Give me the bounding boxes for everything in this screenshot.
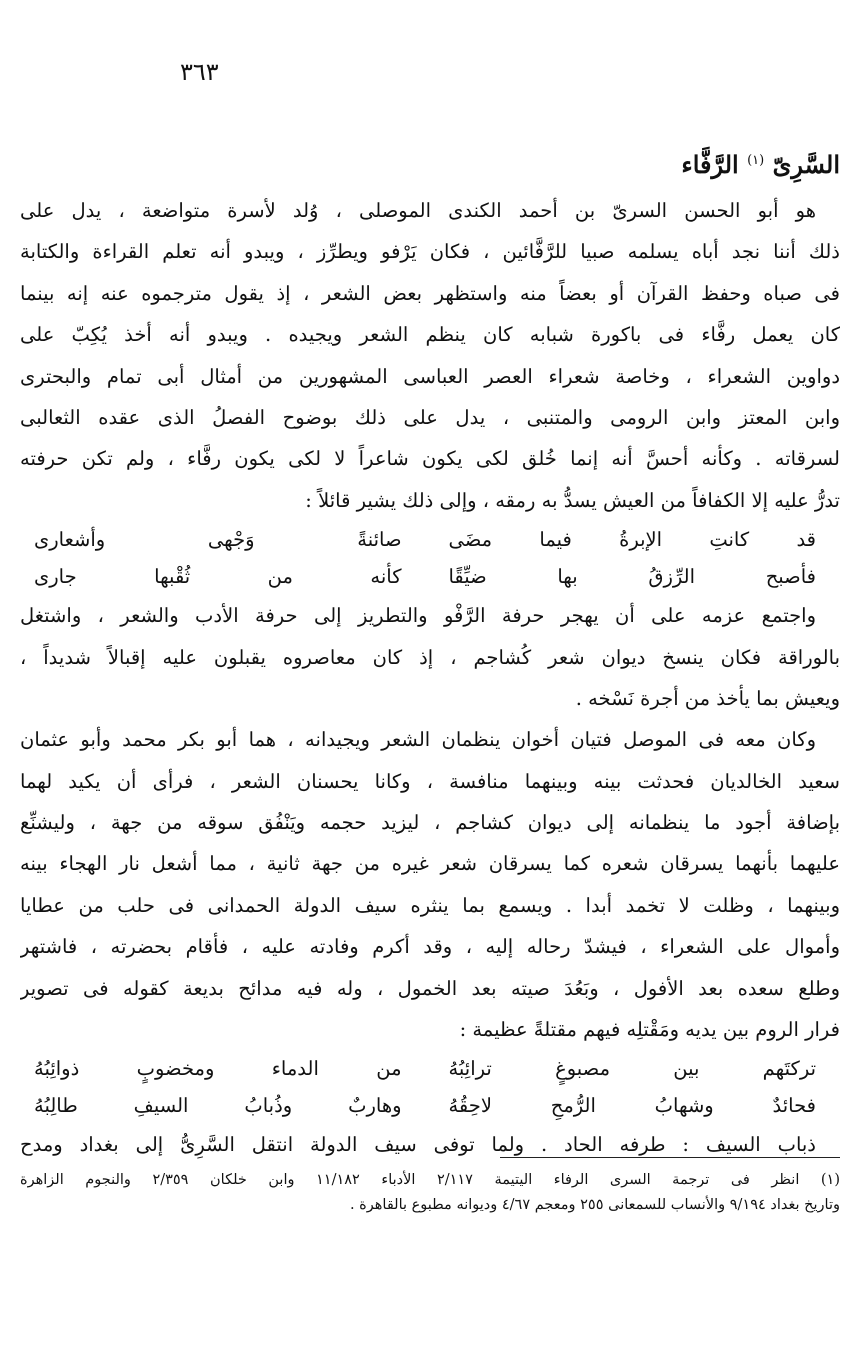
poem-verse xyxy=(20,1087,840,1124)
heading-name-first: السَّرِىّ xyxy=(772,150,840,179)
footnote-line: وتاريخ بغداد ٩/١٩٤ والأنساب للسمعانى ٢٥٥ ومعجم ٤/٦٧ وديوانه مطبوع بالقاهرة . xyxy=(349,1197,840,1213)
paragraph-line: واجتمع عزمه على أن يهجر حرفة الرَّفْو والتطريز إلى حرفة الأدب والشعر ، واشتغل xyxy=(20,604,816,628)
paragraph-line: هو أبو الحسن السرىّ بن أحمد الكندى الموصلى ، وُلد لأسرة متواضعة ، يدل على xyxy=(20,199,816,222)
paragraph-line: بإضافة أجود ما ينظمانه إلى ديوان كشاجم ، ليزيد حجمه ويَنْفُق سوقه من جهة ، وليشنِّع xyxy=(20,811,840,835)
page-number: ٣٦٣ xyxy=(180,58,219,86)
paragraph-line: دواوين الشعراء ، وخاصة شعراء العصر العباسى المشهورين من أمثال أبى تمام والبحترى xyxy=(20,364,840,388)
heading-name-second: الرَّفَّاء xyxy=(681,150,739,179)
paragraph-line: ذلك أننا نجد أباه يسلمه صبيا للرَّفَّائين ، فكان يَرْفو ويطرِّز ، ويبدو أنه تعلم القراءة والكتابة xyxy=(20,240,840,264)
poem-verse xyxy=(20,1050,840,1087)
verse-first-hemistich: قد كانتِ الإبرةُ فيما مضَى xyxy=(448,528,816,552)
footnotes xyxy=(20,1168,840,1218)
paragraph-line: وابن المعتز وابن الرومى والمتنبى ، يدل على ذلك بوضوح الفصلُ الذى عقده الثعالبى xyxy=(20,405,840,429)
verse-second-hemistich: كأنه من ثُقْبها جارى xyxy=(34,565,402,589)
paragraph-line: وطلع سعده بعد الأفول ، وبَعُدَ صيته بعد الخمول ، وله فيه مدائح بديعة كقوله فى تصوير xyxy=(20,976,840,1000)
poem-verse xyxy=(20,558,840,595)
footnote-divider xyxy=(500,1157,840,1158)
paragraph-line: سعيد الخالديان فحدثت بينه وبينهما منافسة ، وكانا يحسنان الشعر ، فرأى أن يكيد لهما xyxy=(20,769,840,793)
body-text xyxy=(20,190,840,1166)
verse-first-hemistich: فأصبح الرِّزقُ بها ضيِّقًا xyxy=(448,565,816,589)
paragraph-line: تدرُّ عليه إلا الكفافاً من العيش يسدُّ به رمقه ، وإلى ذلك يشير قائلاً : xyxy=(305,488,840,512)
paragraph-line: فى صباه وحفظ القرآن أو بعضاً منه واستظهر بعض الشعر ، إذ يقول مترجموه عنه إنه بينما xyxy=(20,281,840,305)
paragraph-line: ويعيش بما يأخذ من أجرة نَسْخه . xyxy=(575,686,840,710)
paragraph-line: وأموال على الشعراء ، فيشدّ رحاله إليه ، وقد أكرم وفادته عليه ، فأقام بحضرته ، فاشتهر xyxy=(20,935,840,959)
poem-verse xyxy=(20,521,840,558)
paragraph-line: لسرقاته . وكأنه أحسَّ أنه إنما خُلق لكى يكون شاعراً لا لكى يكون رفَّاء ، ولم تكن حرفته xyxy=(20,447,840,471)
paragraph-line: وكان معه فى الموصل فتيان أخوان ينظمان الشعر ويجيدانه ، هما أبو بكر محمد وأبو عثمان xyxy=(20,728,816,752)
paragraph-line: عليهما بأنهما يسرقان شعره كما يسرقان شعر غيره من جهة ثانية ، مما أشعل نار الهجاء بينه xyxy=(20,852,840,876)
paragraph-line: فرار الروم بين يديه ومَقْتلِه فيهم مقتلةً عظيمة : xyxy=(459,1018,840,1042)
verse-first-hemistich: فحائدٌ وشهابُ الرُّمحِ لاحِقُهُ xyxy=(448,1094,816,1118)
paragraph-line: ذباب السيف : طرفه الحاد . ولما توفى سيف الدولة انتقل السَّرِىُّ إلى بغداد ومدح xyxy=(20,1133,816,1157)
verse-second-hemistich: وهاربٌ وذُبابُ السيفِ طالِبُهُ xyxy=(34,1094,402,1118)
footnote-line: (١) انظر فى ترجمة السرى الرفاء اليتيمة ٢/١١٧ الأدباء ١١/١٨٢ وابن خلكان ٢/٣٥٩ والنجوم الزاهرة xyxy=(20,1172,841,1188)
verse-first-hemistich: تركتَهم بين مصبوغٍ ترائِبُهُ xyxy=(448,1057,816,1081)
verse-second-hemistich: من الدماء ومخضوبٍ ذوائِبُهُ xyxy=(34,1057,402,1081)
paragraph-line: بالوراقة فكان ينسخ ديوان شعر كُشاجم ، إذ كان معاصروه يقبلون عليه إقبالاً شديداً ، xyxy=(20,645,840,669)
paragraph-line: وبينهما ، وظلت لا تخمد أبدا . ويسمع بما ينثره سيف الدولة الحمدانى فى حلب من عطايا xyxy=(20,893,840,917)
section-heading xyxy=(681,150,840,179)
verse-second-hemistich: صائنةً وَجْهى وأشعارى xyxy=(34,528,402,552)
paragraph-line: كان يعمل رفَّاء فى باكورة شبابه كان ينظم الشعر ويجيده . ويبدو أنه أخذ يُكِبّ على xyxy=(20,323,840,347)
footnote-reference: (١) xyxy=(747,153,765,168)
